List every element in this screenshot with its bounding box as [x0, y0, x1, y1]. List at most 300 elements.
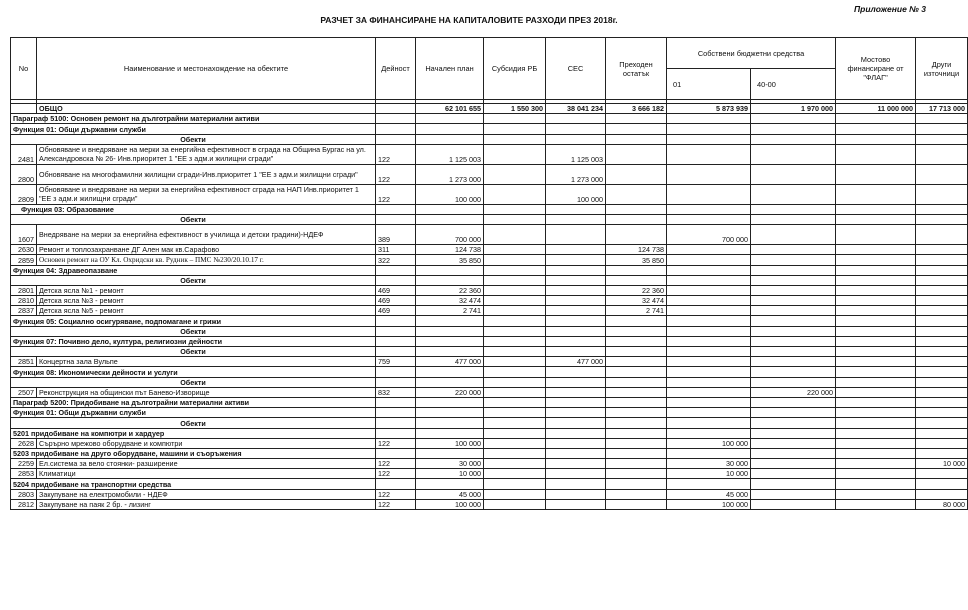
col-header-name: Наименование и местонахождение на обектите: [37, 38, 376, 100]
cell-o1: [667, 184, 751, 204]
empty-cell: [916, 316, 968, 326]
table-row: [11, 124, 968, 134]
cell-sub: [484, 285, 546, 295]
empty-cell: [546, 428, 606, 438]
cell-o40: 1 970 000: [751, 104, 836, 114]
empty-cell: [416, 479, 484, 489]
empty-cell: [836, 214, 916, 224]
cell-flag: [836, 469, 916, 479]
cell-act: 469: [376, 306, 416, 316]
empty-cell: [667, 204, 751, 214]
empty-cell: [606, 448, 667, 458]
empty-cell: [416, 367, 484, 377]
cell-sub: [484, 144, 546, 164]
empty-cell: [916, 367, 968, 377]
cell-plan: 220 000: [416, 387, 484, 397]
cell-carry: 22 360: [606, 285, 667, 295]
cell-ses: [546, 285, 606, 295]
cell-flag: [836, 489, 916, 499]
cell-o40: [751, 184, 836, 204]
cell-ses: 38 041 234: [546, 104, 606, 114]
function-heading: Функция 05: Социално осигуряване, подпомагане и грижи: [11, 316, 376, 326]
table-row: [11, 428, 968, 438]
empty-cell: [667, 326, 751, 336]
empty-cell: [606, 336, 667, 346]
col-header-carry: Преходен остатък: [606, 38, 667, 100]
empty-cell: [751, 204, 836, 214]
empty-cell: [416, 275, 484, 285]
cell-flag: [836, 357, 916, 367]
empty-cell: [376, 377, 416, 387]
empty-cell: [416, 265, 484, 275]
cell-other: 10 000: [916, 459, 968, 469]
table-row: [11, 285, 968, 295]
cell-o1: 10 000: [667, 469, 751, 479]
cell-act: [376, 104, 416, 114]
cell-sub: [484, 296, 546, 306]
cell-carry: [606, 357, 667, 367]
cell-flag: [836, 438, 916, 448]
cell-o40: [751, 499, 836, 509]
objects-heading: Обекти: [11, 214, 376, 224]
empty-cell: [751, 408, 836, 418]
empty-cell: [416, 377, 484, 387]
empty-cell: [667, 397, 751, 407]
cell-flag: 11 000 000: [836, 104, 916, 114]
table-row: [11, 134, 968, 144]
empty-cell: [836, 479, 916, 489]
empty-cell: [836, 114, 916, 124]
cell-ses: 1 125 003: [546, 144, 606, 164]
cell-o1: 100 000: [667, 499, 751, 509]
subparagraph-heading: 5201 придобиване на компютри и хардуер: [11, 428, 376, 438]
empty-cell: [916, 134, 968, 144]
cell-name: Детска ясла №5 - ремонт: [37, 306, 376, 316]
cell-o1: 700 000: [667, 225, 751, 245]
cell-plan: 22 360: [416, 285, 484, 295]
cell-sub: [484, 489, 546, 499]
empty-cell: [376, 326, 416, 336]
empty-cell: [484, 275, 546, 285]
empty-cell: [484, 418, 546, 428]
cell-ses: [546, 306, 606, 316]
cell-plan: 100 000: [416, 184, 484, 204]
function-heading: Функция 01: Общи държавни служби: [11, 408, 376, 418]
empty-cell: [667, 134, 751, 144]
empty-cell: [376, 336, 416, 346]
table-row: [11, 387, 968, 397]
empty-cell: [484, 377, 546, 387]
cell-o40: [751, 164, 836, 184]
col-header-ses: СЕС: [546, 38, 606, 100]
col-header-bridge: Мостово финансиране от "ФЛАГ": [836, 38, 916, 100]
table-row: [11, 144, 968, 164]
empty-cell: [606, 114, 667, 124]
empty-cell: [606, 428, 667, 438]
cell-name: Обновяване и внедряване на мерки за енергийна ефективност сграда на НАП Инв.приоритет 1 "ЕЕ з адм.и жилищни сгради": [37, 184, 376, 204]
table-body: [11, 38, 968, 510]
empty-cell: [484, 204, 546, 214]
function-heading: Функция 08: Икономически дейности и услуги: [11, 367, 376, 377]
table-row: [11, 489, 968, 499]
empty-cell: [546, 367, 606, 377]
empty-cell: [751, 114, 836, 124]
empty-cell: [376, 204, 416, 214]
cell-sub: 1 550 300: [484, 104, 546, 114]
cell-o1: 100 000: [667, 438, 751, 448]
cell-sub: [484, 499, 546, 509]
empty-cell: [916, 397, 968, 407]
empty-cell: [484, 316, 546, 326]
empty-cell: [667, 367, 751, 377]
empty-cell: [606, 134, 667, 144]
empty-cell: [376, 124, 416, 134]
empty-cell: [416, 326, 484, 336]
empty-cell: [606, 204, 667, 214]
col-header-other: Други източници: [916, 38, 968, 100]
cell-code: 2507: [11, 387, 37, 397]
table-row: [11, 418, 968, 428]
cell-o1: 30 000: [667, 459, 751, 469]
cell-other: [916, 438, 968, 448]
empty-cell: [416, 448, 484, 458]
empty-cell: [667, 408, 751, 418]
table-row: [11, 377, 968, 387]
table-row: [11, 357, 968, 367]
cell-other: [916, 225, 968, 245]
cell-carry: [606, 164, 667, 184]
cell-act: 322: [376, 255, 416, 265]
empty-cell: [836, 418, 916, 428]
cell-other: [916, 489, 968, 499]
cell-o1: [667, 387, 751, 397]
header-row: [11, 38, 968, 69]
empty-cell: [836, 448, 916, 458]
empty-cell: [376, 275, 416, 285]
cell-act: 311: [376, 245, 416, 255]
empty-cell: [416, 124, 484, 134]
empty-cell: [916, 479, 968, 489]
subparagraph-heading: 5203 придобиване на друго оборудване, машини и съоръжения: [11, 448, 376, 458]
cell-sub: [484, 387, 546, 397]
cell-carry: [606, 459, 667, 469]
empty-cell: [416, 316, 484, 326]
empty-cell: [751, 316, 836, 326]
table-row: [11, 459, 968, 469]
empty-cell: [751, 275, 836, 285]
cell-act: 122: [376, 184, 416, 204]
empty-cell: [836, 347, 916, 357]
cell-name: Закупуване на паяк 2 бр. - лизинг: [37, 499, 376, 509]
table-row: [11, 265, 968, 275]
cell-other: [916, 144, 968, 164]
empty-cell: [376, 134, 416, 144]
cell-ses: [546, 459, 606, 469]
table-row: [11, 114, 968, 124]
cell-plan: 124 738: [416, 245, 484, 255]
cell-other: 17 713 000: [916, 104, 968, 114]
cell-sub: [484, 245, 546, 255]
empty-cell: [916, 448, 968, 458]
cell-o40: [751, 255, 836, 265]
empty-cell: [751, 265, 836, 275]
cell-plan: 700 000: [416, 225, 484, 245]
empty-cell: [836, 428, 916, 438]
function-heading: Функция 04: Здравеопазване: [11, 265, 376, 275]
table-row: [11, 499, 968, 509]
empty-cell: [546, 347, 606, 357]
cell-o1: [667, 357, 751, 367]
cell-sub: [484, 357, 546, 367]
cell-code: 2800: [11, 164, 37, 184]
cell-o40: [751, 285, 836, 295]
cell-act: 122: [376, 438, 416, 448]
empty-cell: [916, 347, 968, 357]
cell-sub: [484, 164, 546, 184]
empty-cell: [484, 336, 546, 346]
empty-cell: [667, 316, 751, 326]
empty-cell: [484, 428, 546, 438]
table-row: [11, 448, 968, 458]
empty-cell: [836, 316, 916, 326]
cell-sub: [484, 184, 546, 204]
empty-cell: [416, 397, 484, 407]
cell-plan: 1 125 003: [416, 144, 484, 164]
cell-o40: [751, 144, 836, 164]
cell-sub: [484, 225, 546, 245]
empty-cell: [836, 275, 916, 285]
function-heading: Функция 01: Общи държавни служби: [11, 124, 376, 134]
empty-cell: [606, 479, 667, 489]
cell-ses: [546, 438, 606, 448]
cell-act: 469: [376, 285, 416, 295]
empty-cell: [416, 418, 484, 428]
empty-cell: [606, 316, 667, 326]
cell-flag: [836, 164, 916, 184]
cell-code: 2630: [11, 245, 37, 255]
cell-sub: [484, 306, 546, 316]
table-row: [11, 469, 968, 479]
empty-cell: [751, 428, 836, 438]
empty-cell: [606, 418, 667, 428]
cell-plan: 35 850: [416, 255, 484, 265]
empty-cell: [836, 134, 916, 144]
cell-flag: [836, 387, 916, 397]
table-row: [11, 326, 968, 336]
cell-plan: 100 000: [416, 499, 484, 509]
empty-cell: [484, 114, 546, 124]
cell-plan: 30 000: [416, 459, 484, 469]
cell-flag: [836, 245, 916, 255]
cell-other: [916, 306, 968, 316]
cell-ses: 100 000: [546, 184, 606, 204]
section-heading: Параграф 5100: Основен ремонт на дълготрайни материални активи: [11, 114, 376, 124]
cell-act: 122: [376, 164, 416, 184]
cell-o1: [667, 164, 751, 184]
cell-code: 2812: [11, 499, 37, 509]
cell-act: 389: [376, 225, 416, 245]
empty-cell: [916, 114, 968, 124]
table-row: [11, 479, 968, 489]
cell-name: Концертна зала Вульпе: [37, 357, 376, 367]
empty-cell: [606, 124, 667, 134]
cell-o1: [667, 144, 751, 164]
empty-cell: [667, 377, 751, 387]
empty-cell: [484, 479, 546, 489]
empty-cell: [667, 336, 751, 346]
cell-carry: 3 666 182: [606, 104, 667, 114]
table-row: [11, 296, 968, 306]
col-header-plan: Начален план: [416, 38, 484, 100]
empty-cell: [484, 124, 546, 134]
empty-cell: [546, 408, 606, 418]
empty-cell: [376, 418, 416, 428]
empty-cell: [836, 326, 916, 336]
cell-carry: [606, 438, 667, 448]
cell-other: [916, 255, 968, 265]
table-row: [11, 214, 968, 224]
empty-cell: [916, 214, 968, 224]
empty-cell: [916, 418, 968, 428]
cell-code: 2481: [11, 144, 37, 164]
empty-cell: [546, 134, 606, 144]
empty-cell: [916, 428, 968, 438]
empty-cell: [416, 408, 484, 418]
empty-cell: [376, 347, 416, 357]
cell-flag: [836, 225, 916, 245]
empty-cell: [546, 275, 606, 285]
section-heading: Параграф 5200: Придобиване на дълготрайни материални активи: [11, 397, 376, 407]
empty-cell: [606, 408, 667, 418]
objects-heading: Обекти: [11, 275, 376, 285]
cell-code: 2801: [11, 285, 37, 295]
cell-code: 1607: [11, 225, 37, 245]
empty-cell: [546, 124, 606, 134]
cell-flag: [836, 144, 916, 164]
empty-cell: [606, 377, 667, 387]
empty-cell: [376, 214, 416, 224]
empty-cell: [836, 124, 916, 134]
empty-cell: [546, 397, 606, 407]
cell-o1: [667, 245, 751, 255]
empty-cell: [484, 134, 546, 144]
cell-act: 122: [376, 469, 416, 479]
cell-other: [916, 285, 968, 295]
cell-plan: 32 474: [416, 296, 484, 306]
empty-cell: [376, 428, 416, 438]
cell-plan: 1 273 000: [416, 164, 484, 184]
empty-cell: [484, 367, 546, 377]
empty-cell: [667, 265, 751, 275]
cell-ses: [546, 499, 606, 509]
cell-flag: [836, 499, 916, 509]
cell-plan: 62 101 655: [416, 104, 484, 114]
empty-cell: [484, 214, 546, 224]
objects-heading: Обекти: [11, 326, 376, 336]
empty-cell: [606, 275, 667, 285]
col-header-own-funds: Собствени бюджетни средства: [667, 38, 836, 69]
cell-plan: 100 000: [416, 438, 484, 448]
table-row: [11, 408, 968, 418]
cell-carry: 2 741: [606, 306, 667, 316]
empty-cell: [546, 316, 606, 326]
cell-name: Детска ясла №1 - ремонт: [37, 285, 376, 295]
empty-cell: [546, 448, 606, 458]
cell-ses: 477 000: [546, 357, 606, 367]
document-title: РАЗЧЕТ ЗА ФИНАНСИРАНЕ НА КАПИТАЛОВИТЕ РАЗХОДИ ПРЕЗ 2018г.: [320, 15, 618, 25]
cell-act: 122: [376, 459, 416, 469]
empty-cell: [836, 204, 916, 214]
cell-ses: [546, 489, 606, 499]
cell-act: 122: [376, 499, 416, 509]
cell-name: Климатици: [37, 469, 376, 479]
cell-code: 2803: [11, 489, 37, 499]
cell-other: [916, 184, 968, 204]
cell-name: ОБЩО: [37, 104, 376, 114]
cell-act: 469: [376, 296, 416, 306]
cell-o1: [667, 306, 751, 316]
empty-cell: [916, 326, 968, 336]
cell-sub: [484, 255, 546, 265]
cell-act: 122: [376, 144, 416, 164]
empty-cell: [484, 397, 546, 407]
table-row: [11, 275, 968, 285]
objects-heading: Обекти: [11, 418, 376, 428]
empty-cell: [667, 347, 751, 357]
cell-carry: [606, 499, 667, 509]
empty-cell: [751, 134, 836, 144]
col-header-subsidy: Субсидия РБ: [484, 38, 546, 100]
cell-name: Ремонт и топлозахранване ДГ Ален мак кв.Сарафово: [37, 245, 376, 255]
col-header-own-01: 01: [667, 69, 751, 100]
cell-o40: [751, 306, 836, 316]
objects-heading: Обекти: [11, 377, 376, 387]
cell-code: 2851: [11, 357, 37, 367]
cell-o40: [751, 245, 836, 255]
cell-plan: 477 000: [416, 357, 484, 367]
cell-code: 2810: [11, 296, 37, 306]
empty-cell: [546, 114, 606, 124]
cell-o40: [751, 489, 836, 499]
cell-flag: [836, 184, 916, 204]
empty-cell: [416, 114, 484, 124]
cell-flag: [836, 285, 916, 295]
cell-name: Обновяване и внедряване на мерки за енергийна ефективност в сграда на Община Бургас на ул. Александровска № 26- Инв.приоритет 1 "ЕЕ з адм.и жилищни сгради": [37, 144, 376, 164]
empty-cell: [751, 377, 836, 387]
empty-cell: [836, 377, 916, 387]
function-heading: Функция 03: Образование: [11, 204, 376, 214]
table-row: [11, 225, 968, 245]
empty-cell: [484, 326, 546, 336]
empty-cell: [546, 418, 606, 428]
cell-name: Сърърно мрежово оборудване и компютри: [37, 438, 376, 448]
empty-cell: [751, 367, 836, 377]
cell-o40: [751, 296, 836, 306]
empty-cell: [667, 124, 751, 134]
cell-carry: [606, 469, 667, 479]
empty-cell: [416, 428, 484, 438]
cell-sub: [484, 459, 546, 469]
capital-expenses-table: [10, 37, 968, 510]
empty-cell: [836, 408, 916, 418]
empty-cell: [376, 448, 416, 458]
cell-carry: 35 850: [606, 255, 667, 265]
cell-o1: 45 000: [667, 489, 751, 499]
cell-carry: [606, 225, 667, 245]
cell-o40: [751, 225, 836, 245]
empty-cell: [606, 265, 667, 275]
cell-ses: [546, 225, 606, 245]
